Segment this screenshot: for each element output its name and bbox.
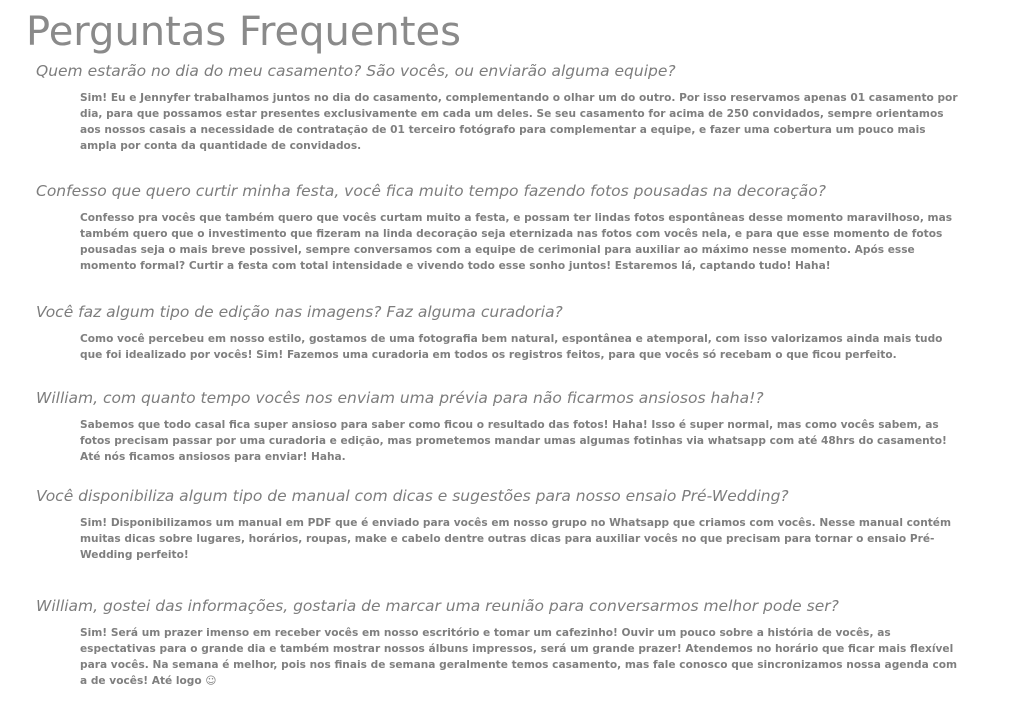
faq-question: Você faz algum tipo de edição nas imagens? Faz alguma curadoria? bbox=[36, 303, 563, 321]
faq-item-wedding-team bbox=[36, 61, 976, 154]
faq-question: Quem estarão no dia do meu casamento? São vocês, ou enviarão alguma equipe? bbox=[36, 62, 676, 80]
faq-item-meeting bbox=[36, 596, 976, 689]
faq-answer: Confesso pra vocês que também quero que vocês curtam muito a festa, e possam ter lindas fotos espontâneas desse momento maravilhoso, mas também quero que o investimento que fizeram na linda decoração seja eternizada nas fotos com vocês nela, e para que esse momento de fotos pousadas seja o mais breve possivel, sempre conversamos com a equipe de cerimonial para auxiliar ao máximo nesse momento. Após esse momento formal? Curtir a festa com total intensidade e vivendo todo esse sonho juntos! Estaremos lá, captando tudo! Haha! bbox=[80, 212, 953, 272]
faq-answer: Sabemos que todo casal fica super ansioso para saber como ficou o resultado das fotos! Haha! Isso é super normal, mas como vocês sabem, as fotos precisam passar por uma curadoria e edição, mas prometemos mandar umas algumas fotinhas via whatsapp com até 48hrs do casamento! Até nós ficamos ansiosos para enviar! Haha. bbox=[80, 419, 947, 463]
faq-item-posed-photos bbox=[36, 181, 976, 274]
faq-item-preview bbox=[36, 388, 976, 465]
faq-answer: Sim! Disponibilizamos um manual em PDF que é enviado para vocês em nosso grupo no Whatsapp que criamos com vocês. Nesse manual contém muitas dicas sobre lugares, horários, roupas, make e cabelo dentre outras dicas para auxiliar vocês no que precisam para tornar o ensaio Pré-Wedding perfeito! bbox=[80, 517, 952, 561]
faq-question: Confesso que quero curtir minha festa, você fica muito tempo fazendo fotos pousadas na decoração? bbox=[36, 182, 826, 200]
faq-answer: Sim! Será um prazer imenso em receber vocês em nosso escritório e tomar um cafezinho! Ouvir um pouco sobre a história de vocês, as espectativas para o grande dia e também mostrar nossos álbuns impressos, será um grande prazer! Atendemos no horário que ficar mais flexível para vocês. Na semana é melhor, pois nos finais de semana geralmente temos casamento, mas fale conosco que sincronizamos nossa agenda com a de vocês! Até logo ☺ bbox=[80, 627, 958, 687]
page-title: Perguntas Frequentes bbox=[26, 9, 461, 55]
faq-question: William, com quanto tempo vocês nos enviam uma prévia para não ficarmos ansiosos haha!? bbox=[36, 389, 764, 407]
faq-item-prewedding-manual bbox=[36, 486, 976, 563]
faq-question: William, gostei das informações, gostaria de marcar uma reunião para conversarmos melhor pode ser? bbox=[36, 597, 839, 615]
faq-answer: Sim! Eu e Jennyfer trabalhamos juntos no dia do casamento, complementando o olhar um do outro. Por isso reservamos apenas 01 casamento por dia, para que possamos estar presentes exclusivamente em cada um deles. Se seu casamento for acima de 250 convidados, sempre orientamos aos nossos casais a necessidade de contratação de 01 terceiro fotógrafo para complementar a equipe, e fazer uma cobertura um pouco mais ampla por conta da quantidade de convidados. bbox=[80, 92, 958, 152]
faq-item-editing bbox=[36, 302, 976, 363]
faq-question: Você disponibiliza algum tipo de manual com dicas e sugestões para nosso ensaio Pré-Wedding? bbox=[36, 487, 789, 505]
faq-answer: Como você percebeu em nosso estilo, gostamos de uma fotografia bem natural, espontânea e atemporal, com isso valorizamos ainda mais tudo que foi idealizado por vocês! Sim! Fazemos uma curadoria em todos os registros feitos, para que vocês só recebam o que ficou perfeito. bbox=[80, 333, 943, 361]
